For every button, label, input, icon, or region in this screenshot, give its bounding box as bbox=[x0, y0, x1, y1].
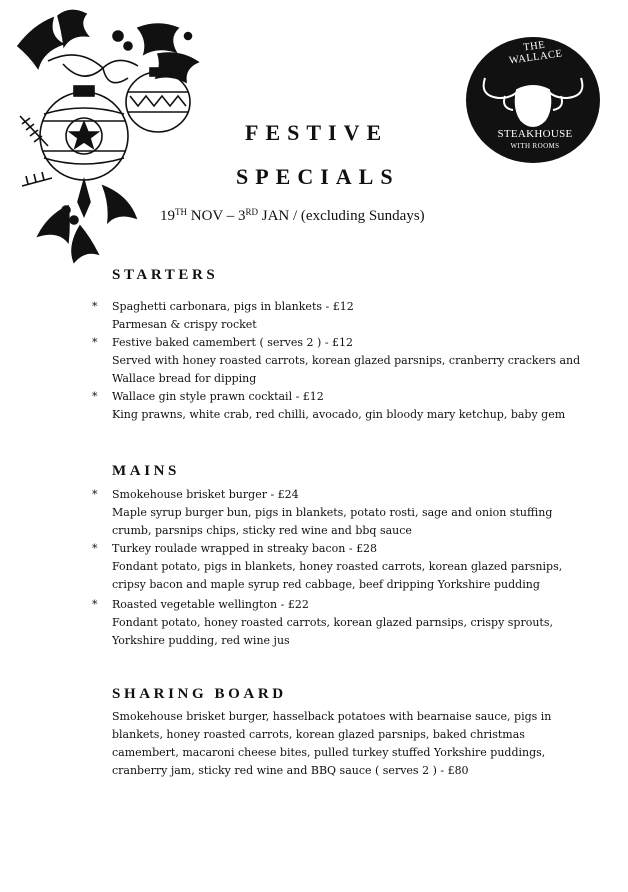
sharing-board-description bbox=[112, 708, 552, 780]
item-description: Parmesan & crispy rocket bbox=[112, 318, 257, 331]
item-description: Wallace bread for dipping bbox=[112, 372, 257, 385]
item-title: Turkey roulade wrapped in streaky bacon - £28 bbox=[112, 542, 378, 555]
description-line: camembert, macaroni cheese bites, pulled turkey stuffed Yorkshire puddings, bbox=[112, 746, 546, 759]
christmas-baubles-holly-icon bbox=[8, 6, 213, 264]
item-title: Festive baked camembert ( serves 2 ) - £12 bbox=[112, 336, 354, 349]
page-title-line-1: FESTIVE bbox=[245, 120, 389, 145]
page-title-line-2: SPECIALS bbox=[236, 164, 400, 189]
description-line: blankets, honey roasted carrots, korean glazed parsnips, baked christmas bbox=[112, 728, 525, 741]
date-range: 19TH NOV – 3RD JAN / (excluding Sundays) bbox=[160, 207, 425, 224]
logo-subtitle: WITH ROOMS bbox=[510, 142, 560, 150]
item-title: Roasted vegetable wellington - £22 bbox=[112, 598, 309, 611]
menu-item bbox=[92, 388, 582, 424]
menu-item bbox=[92, 298, 582, 334]
item-description: cripsy bacon and maple syrup red cabbage, beef dripping Yorkshire pudding bbox=[112, 578, 540, 591]
menu-item bbox=[92, 540, 582, 594]
logo-name: STEAKHOUSE bbox=[497, 128, 573, 140]
item-title: Wallace gin style prawn cocktail - £12 bbox=[112, 390, 324, 403]
item-description: Fondant potato, honey roasted carrots, korean glazed parnsips, crispy sprouts, bbox=[112, 616, 553, 629]
item-description: crumb, parsnips chips, sticky red wine and bbq sauce bbox=[112, 524, 412, 537]
bullet-icon: * bbox=[92, 336, 98, 349]
logo-top-text: THE WALLACE bbox=[508, 39, 564, 67]
bullet-icon: * bbox=[92, 390, 98, 403]
item-description: Yorkshire pudding, red wine jus bbox=[112, 634, 290, 647]
menu-item bbox=[92, 486, 582, 540]
item-description: Maple syrup burger bun, pigs in blankets, potato rosti, sage and onion stuffing bbox=[112, 506, 553, 519]
item-description: Served with honey roasted carrots, korean glazed parsnips, cranberry crackers and bbox=[112, 354, 581, 367]
item-title: Smokehouse brisket burger - £24 bbox=[112, 488, 299, 501]
sharing-board-heading: SHARING BOARD bbox=[112, 686, 287, 702]
item-description: Fondant potato, pigs in blankets, honey roasted carrots, korean glazed parsnips, bbox=[112, 560, 563, 573]
bullet-icon: * bbox=[92, 542, 98, 555]
bullet-icon: * bbox=[92, 488, 98, 501]
bullet-icon: * bbox=[92, 598, 98, 611]
starters-heading: STARTERS bbox=[112, 267, 219, 283]
menu-item bbox=[92, 334, 582, 388]
mains-heading: MAINS bbox=[112, 463, 181, 479]
item-title: Spaghetti carbonara, pigs in blankets - £12 bbox=[112, 300, 354, 313]
menu-item bbox=[92, 596, 582, 650]
bullet-icon: * bbox=[92, 300, 98, 313]
description-line: cranberry jam, sticky red wine and BBQ sauce ( serves 2 ) - £80 bbox=[112, 764, 469, 777]
item-description: King prawns, white crab, red chilli, avocado, gin bloody mary ketchup, baby gem bbox=[112, 408, 566, 421]
description-line: Smokehouse brisket burger, hasselback potatoes with bearnaise sauce, pigs in bbox=[112, 710, 552, 723]
